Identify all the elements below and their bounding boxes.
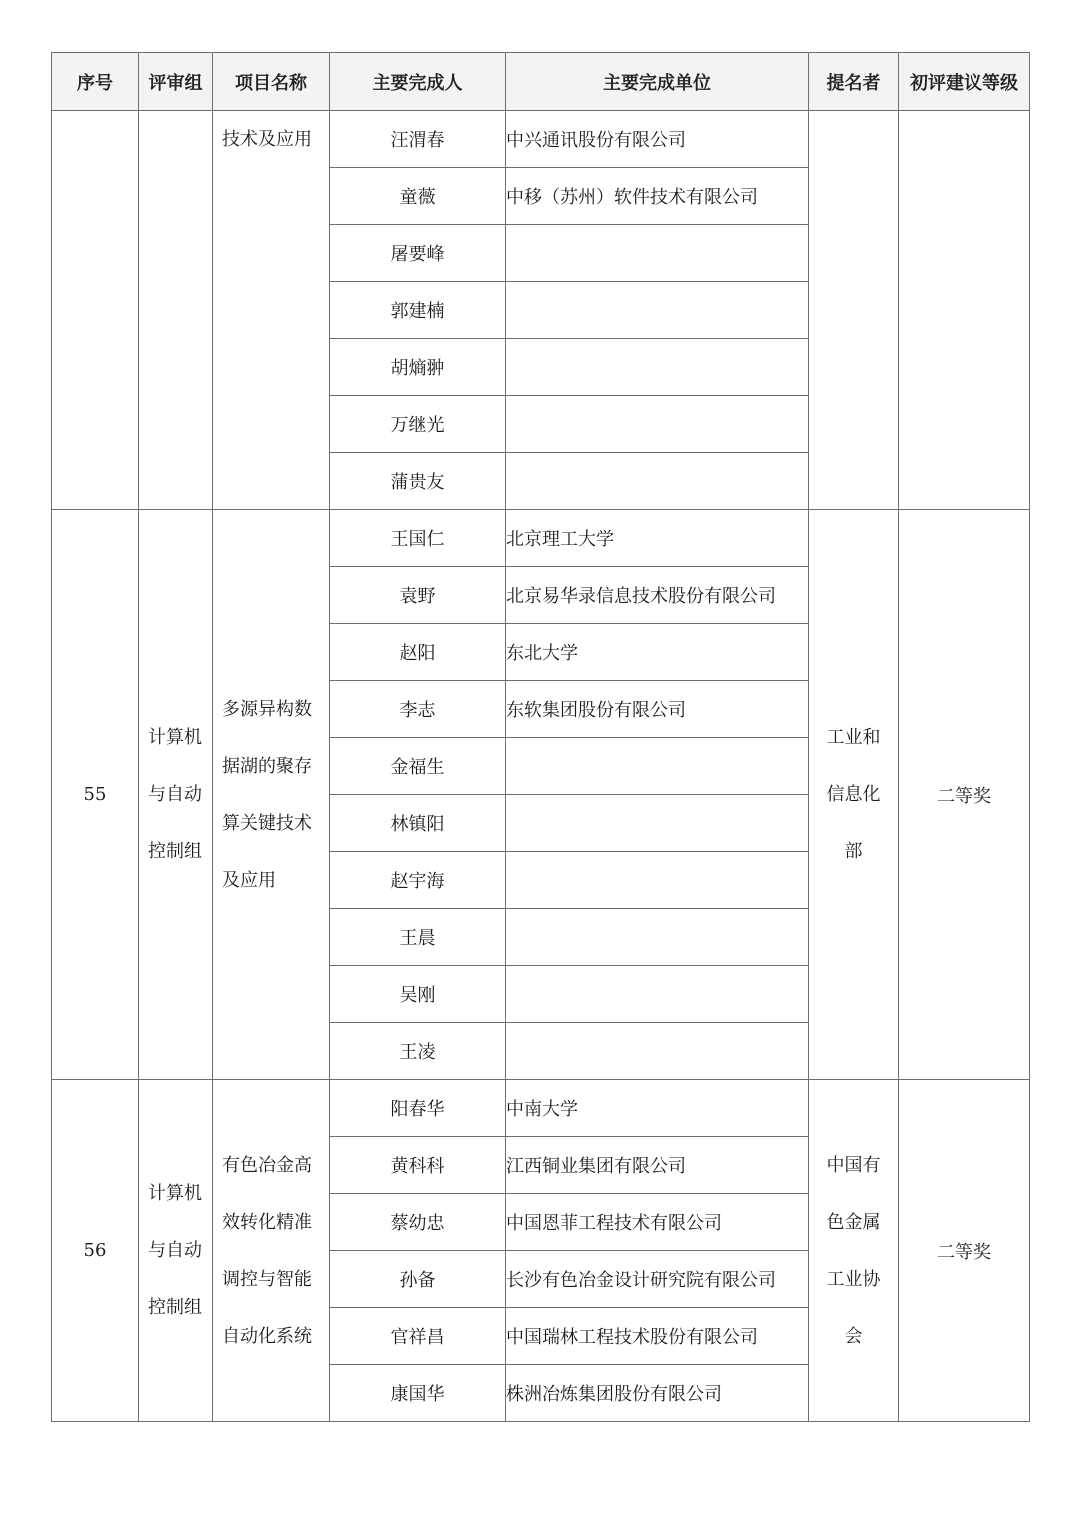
person-cell: 王凌 [330, 1023, 506, 1080]
person-cell: 郭建楠 [330, 282, 506, 339]
nominator-line: 部 [844, 841, 863, 862]
header-row [52, 53, 1030, 111]
header-level: 初评建议等级 [899, 53, 1030, 111]
person-cell: 屠要峰 [330, 225, 506, 282]
table-header [52, 53, 1030, 111]
header-person: 主要完成人 [330, 53, 506, 111]
project-cell [213, 111, 330, 510]
person-cell: 蔡幼忠 [330, 1194, 506, 1251]
person-cell: 阳春华 [330, 1080, 506, 1137]
unit-cell [506, 852, 809, 909]
seq-cell [52, 111, 139, 510]
table-row [52, 510, 1030, 567]
unit-cell [506, 1023, 809, 1080]
unit-cell: 中国瑞林工程技术股份有限公司 [506, 1308, 809, 1365]
person-cell: 童薇 [330, 168, 506, 225]
person-cell: 黄科科 [330, 1137, 506, 1194]
project-cell [213, 1080, 330, 1422]
nominator-cell [809, 1080, 899, 1422]
table-row [52, 111, 1030, 168]
person-cell: 赵阳 [330, 624, 506, 681]
unit-cell: 株洲冶炼集团股份有限公司 [506, 1365, 809, 1422]
person-cell: 金福生 [330, 738, 506, 795]
unit-cell: 北京易华录信息技术股份有限公司 [506, 567, 809, 624]
nominator-line: 会 [844, 1325, 863, 1347]
unit-cell: 中国恩菲工程技术有限公司 [506, 1194, 809, 1251]
person-cell: 袁野 [330, 567, 506, 624]
person-cell: 赵宇海 [330, 852, 506, 909]
person-cell: 蒲贵友 [330, 453, 506, 510]
project-line: 调控与智能 [222, 1268, 312, 1290]
project-line: 有色冶金高 [222, 1154, 312, 1176]
unit-cell: 江西铜业集团有限公司 [506, 1137, 809, 1194]
table-body [52, 111, 1030, 1422]
seq-cell: 56 [52, 1080, 139, 1422]
unit-cell [506, 909, 809, 966]
unit-cell [506, 966, 809, 1023]
header-project: 项目名称 [213, 53, 330, 111]
header-nominator: 提名者 [809, 53, 899, 111]
award-table [51, 52, 1030, 1422]
nominator-cell [809, 111, 899, 510]
group-line: 与自动 [148, 1240, 202, 1261]
person-cell: 康国华 [330, 1365, 506, 1422]
person-cell: 王晨 [330, 909, 506, 966]
group-cell [139, 510, 213, 1080]
unit-cell [506, 453, 809, 510]
person-cell: 胡熵翀 [330, 339, 506, 396]
unit-cell [506, 225, 809, 282]
project-line: 据湖的聚存 [222, 755, 312, 777]
unit-cell: 中移（苏州）软件技术有限公司 [506, 168, 809, 225]
project-line: 及应用 [222, 869, 276, 891]
unit-cell [506, 282, 809, 339]
unit-cell: 东软集团股份有限公司 [506, 681, 809, 738]
group-line: 与自动 [148, 784, 202, 805]
unit-cell: 北京理工大学 [506, 510, 809, 567]
person-cell: 吴刚 [330, 966, 506, 1023]
project-line: 效转化精准 [222, 1211, 312, 1233]
person-cell: 李志 [330, 681, 506, 738]
unit-cell: 中南大学 [506, 1080, 809, 1137]
person-cell: 王国仁 [330, 510, 506, 567]
group-line: 控制组 [148, 1297, 202, 1318]
level-cell [899, 111, 1030, 510]
nominator-cell [809, 510, 899, 1080]
header-unit: 主要完成单位 [506, 53, 809, 111]
person-cell: 官祥昌 [330, 1308, 506, 1365]
header-seq: 序号 [52, 53, 139, 111]
unit-cell [506, 738, 809, 795]
nominator-line: 中国有 [826, 1154, 881, 1176]
project-line: 技术及应用 [222, 129, 312, 150]
nominator-line: 工业协 [826, 1268, 881, 1290]
project-line: 多源异构数 [222, 698, 312, 720]
person-cell: 林镇阳 [330, 795, 506, 852]
table-row [52, 1080, 1030, 1137]
unit-cell: 东北大学 [506, 624, 809, 681]
project-cell [213, 510, 330, 1080]
person-cell: 孙备 [330, 1251, 506, 1308]
unit-cell [506, 795, 809, 852]
level-cell: 二等奖 [899, 510, 1030, 1080]
group-line: 控制组 [148, 841, 202, 862]
level-cell: 二等奖 [899, 1080, 1030, 1422]
nominator-line: 色金属 [826, 1211, 881, 1233]
header-group: 评审组 [139, 53, 213, 111]
project-line: 算关键技术 [222, 812, 312, 834]
nominator-line: 信息化 [826, 784, 881, 805]
unit-cell [506, 339, 809, 396]
unit-cell [506, 396, 809, 453]
unit-cell: 长沙有色冶金设计研究院有限公司 [506, 1251, 809, 1308]
person-cell: 汪渭春 [330, 111, 506, 168]
seq-cell: 55 [52, 510, 139, 1080]
group-line: 计算机 [148, 1183, 202, 1204]
unit-cell: 中兴通讯股份有限公司 [506, 111, 809, 168]
group-line: 计算机 [148, 727, 202, 748]
group-cell [139, 1080, 213, 1422]
person-cell: 万继光 [330, 396, 506, 453]
group-cell [139, 111, 213, 510]
project-line: 自动化系统 [222, 1325, 312, 1347]
nominator-line: 工业和 [826, 727, 881, 748]
